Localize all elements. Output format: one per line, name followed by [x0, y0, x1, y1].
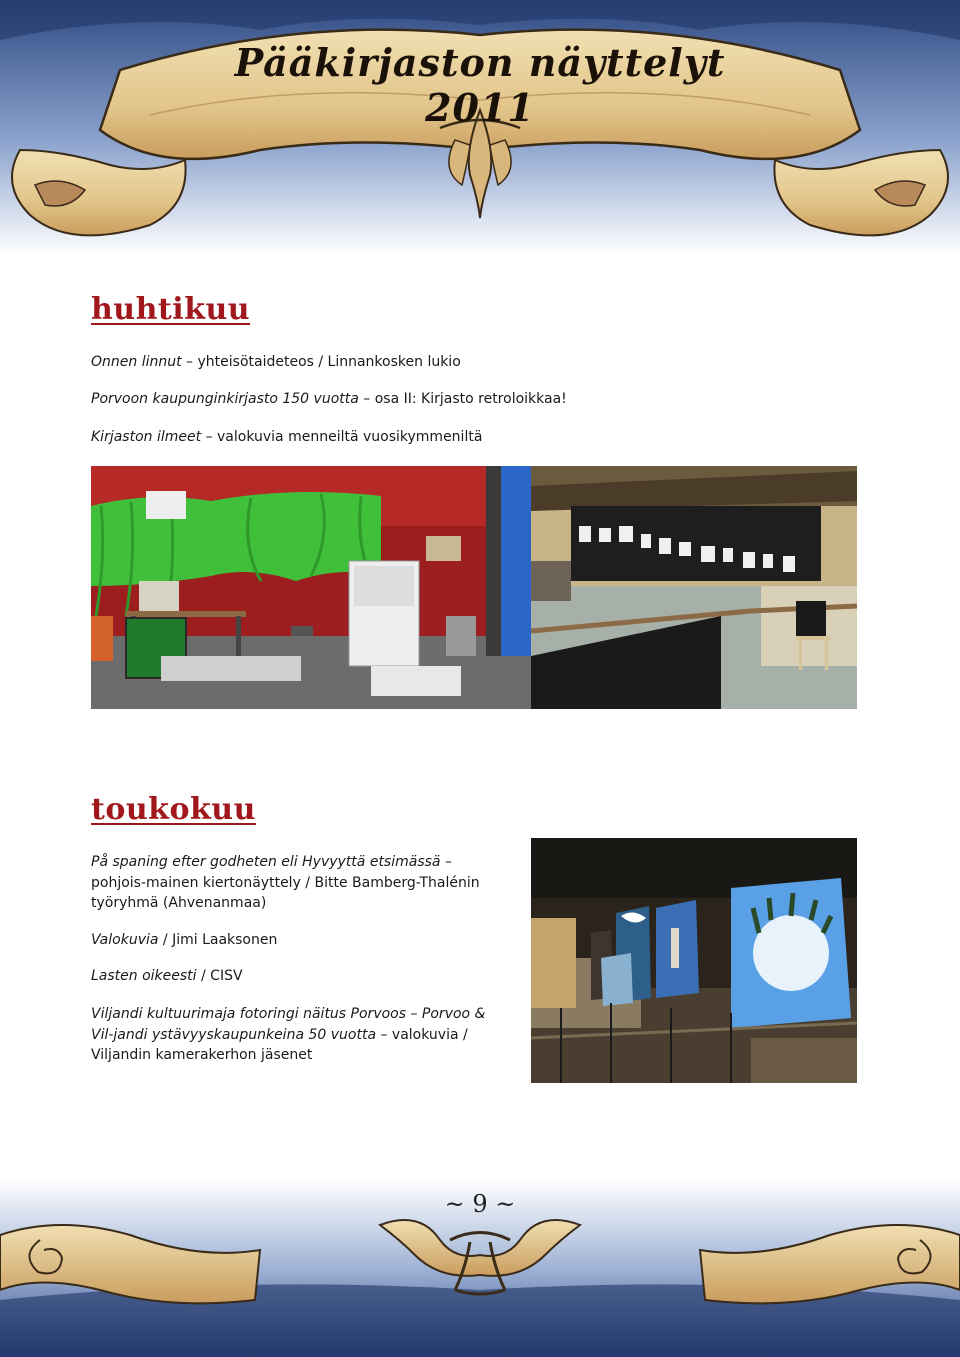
- photo-gallery-balcony: [531, 466, 857, 709]
- exhibition-item: [91, 427, 482, 447]
- month-heading-april: huhtikuu: [91, 292, 251, 327]
- exhibition-detail: – valokuvia menneiltä vuosikymmeniltä: [201, 429, 483, 445]
- exhibition-detail: – yhteisötaideteos / Linnankosken lukio: [181, 354, 461, 370]
- exhibition-item: [91, 389, 567, 409]
- month-heading-may: toukokuu: [91, 792, 256, 827]
- exhibition-title: Onnen linnut: [91, 354, 182, 370]
- exhibition-item: [91, 966, 243, 986]
- exhibition-title: På spaning efter godheten eli Hyvyyttä etsimässä: [91, 854, 441, 870]
- exhibition-title: Viljandi kultuurimaja fotoringi näitus Porvoos – Porvoo & Vil-jandi ystävyyskaupunkeina 50 vuotta: [91, 1006, 486, 1043]
- exhibition-detail: – osa II: Kirjasto retroloikkaa!: [358, 391, 567, 407]
- exhibition-title: Valokuvia: [91, 932, 159, 948]
- exhibition-detail: – valokuvia / Viljandin kamerakerhon jäsenet: [91, 1026, 468, 1063]
- exhibition-item: [91, 352, 461, 372]
- page-number: ~ 9 ~: [444, 1190, 516, 1218]
- banner-title: Pääkirjaston näyttelyt 2011: [234, 40, 726, 130]
- exhibition-title: Lasten oikeesti: [91, 968, 197, 984]
- exhibition-item: [91, 930, 277, 950]
- photo-hanging-prints: [531, 838, 857, 1083]
- exhibition-detail: / Jimi Laaksonen: [158, 932, 278, 948]
- exhibition-item: [91, 852, 511, 914]
- photo-retro-library-exhibit: [91, 466, 531, 709]
- exhibition-detail: / CISV: [196, 968, 243, 984]
- exhibition-detail: – pohjois-mainen kiertonäyttely / Bitte Bamberg-Thalénin työryhmä (Ahvenanmaa): [91, 854, 480, 911]
- exhibition-title: Kirjaston ilmeet: [91, 429, 202, 445]
- exhibition-item: [91, 1004, 511, 1066]
- exhibition-title: Porvoon kaupunginkirjasto 150 vuotta: [91, 391, 359, 407]
